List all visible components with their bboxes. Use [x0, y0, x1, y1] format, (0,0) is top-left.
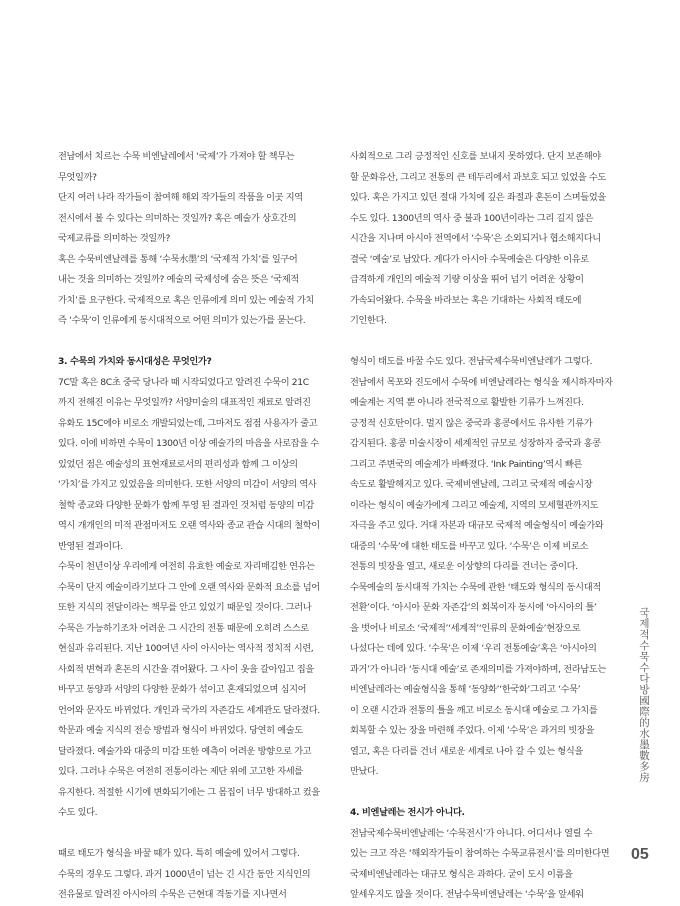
text-line: 수묵이 단지 예술이라기보다 그 안에 오랜 역사와 문화적 요소를 넘어	[58, 581, 320, 593]
text-line: 급격하게 개인의 예술적 기량 이상을 뛰어 넘기 어려운 상황이	[350, 274, 584, 285]
text-line: 만났다.	[350, 766, 379, 777]
text-line: 결국 ‘예술’로 남았다. 게다가 아시아 수묵예술은 다양한 이유로	[350, 253, 589, 265]
text-line: 사회적으로 그리 긍정적인 신호를 보내지 못하였다. 단지 보존해야	[350, 151, 601, 162]
text-line: 전시에서 볼 수 있다는 의미하는 것일까? 혹은 예술가 상호간의	[58, 212, 297, 224]
text-line: 과거’가 아니라 ‘동시대 예술’로 존재의미를 가져야하며, 전라남도는	[350, 663, 606, 675]
text-line: 있다. 이에 비하면 수묵이 1300년 이상 예술가의 마음을 사로잡을 수	[58, 438, 319, 449]
text-line: 수묵이 천년이상 우리에게 여전히 유효한 예술로 자리매김한 연유는	[58, 561, 315, 572]
text-line: 전환’이다. ‘아시아 문화 자존감’의 회복이자 동시에 ‘아시아의 틀’	[350, 602, 597, 613]
text-line: 수묵예술의 동시대적 가치는 수묵에 관한 ‘태도와 형식의 동시대적	[350, 581, 601, 593]
paragraph-gap	[58, 332, 348, 353]
text-line: 긍정적 신호탄이다. 멀지 않은 중국과 홍콩에서도 유사한 기류가	[350, 417, 593, 429]
text-line: 시간을 지나며 아시아 전역에서 ‘수묵’은 소외되거나 협소해지다니	[350, 233, 601, 244]
text-line: 즉 ‘수묵’이 인류에게 동시대적으로 어떤 의미가 있는가를 묻는다.	[58, 315, 306, 326]
text-line: 수묵의 경우도 그렇다. 과거 1000년이 넘는 긴 시간 동안 지식인의	[58, 868, 311, 880]
text-line: 전통의 빗장을 열고, 새로운 이상향의 다리를 건너는 중이다.	[350, 561, 578, 572]
text-line: 까지 전해진 이유는 무엇일까? 서양미술의 대표적인 재료로 알려진	[58, 397, 311, 408]
text-line: ‘가치’를 가지고 있었음을 의미한다. 또한 서양의 미감이 서양의 역사	[58, 479, 317, 490]
text-line: 기인한다.	[350, 315, 387, 326]
text-line: 형식이 태도를 바꿀 수도 있다. 전남국제수묵비엔날레가 그렇다.	[350, 356, 593, 367]
text-line: 수도 있다.	[58, 807, 98, 818]
text-line: 열고, 혹은 다리를 건너 새로운 세계로 나아 갈 수 있는 형식을	[350, 745, 583, 757]
text-line: 가속되어왔다. 수묵을 바라보는 혹은 기대하는 사회적 태도에	[350, 294, 582, 306]
vertical-section-title: 국제적수묵수다방國際的水墨數多房	[638, 607, 650, 783]
text-line: 그리고 주변국의 예술계가 바빠졌다. ‘Ink Painting’역시 빠른	[350, 458, 583, 470]
text-line: 회복할 수 있는 장을 마련해 주었다. 이제 ‘수묵’은 과거의 빗장을	[350, 725, 594, 736]
left-column	[58, 147, 348, 906]
text-line: 무엇일까?	[58, 171, 97, 183]
text-line: 비엔날레라는 예술형식을 통해 ‘동양화’‘한국화’그리고 ‘수묵’	[350, 684, 581, 695]
text-line: 이 오랜 시간과 전통의 틀을 깨고 비로소 동시대 예술로 그 가치를	[350, 704, 598, 716]
text-line: 반영된 결과이다.	[58, 540, 123, 552]
text-line: 학문과 예술 지식의 전승 방법과 형식이 바뀌었다. 당연히 예술도	[58, 725, 303, 736]
paragraph-gap	[350, 783, 640, 804]
text-line: 때로 태도가 형식을 바꿀 때가 있다. 특히 예술에 있어서 그렇다.	[58, 848, 300, 859]
right-column	[350, 147, 640, 906]
text-line: 있다. 그러나 수묵은 여전히 전통이라는 제단 위에 고고한 자세를	[58, 766, 303, 777]
section-4-heading: 4. 비엔날레는 전시가 아니다.	[350, 807, 465, 818]
text-line: 바꾸고 동양과 서양의 다양한 문화가 섞이고 혼재되었으며 심지어	[58, 684, 307, 695]
text-line: 단지 여러 나라 작가들이 참여해 해외 작가들의 작품을 이곳 지역	[58, 192, 303, 203]
text-line: 전남에서 목포와 진도에서 수묵에 비엔날레라는 형식을 제시하자마자	[350, 376, 613, 388]
page-number: 05	[631, 846, 649, 863]
text-line: 또한 지식의 전달이라는 책무를 안고 있었기 때문일 것이다. 그러나	[58, 602, 312, 613]
text-line: 이라는 형식이 예술가에게 그리고 예술계, 지역의 모세혈관까지도	[350, 499, 599, 511]
text-line: 나섰다는 데에 있다. ‘수묵’은 이제 ‘우리 전통예술’혹은 ‘아시아의	[350, 643, 597, 654]
text-line: 전남국제수묵비엔날레는 ‘수묵전시’가 아니다. 어디서나 열릴 수	[350, 827, 593, 839]
text-line: 수묵은 가능하기조차 어려운 그 시간의 전통 때문에 오히려 스스로	[58, 622, 309, 634]
text-line: 유화도 15C에야 비로소 개발되었는데, 그마저도 점점 사용자가 줄고	[58, 417, 318, 429]
text-line: 내는 것을 의미하는 것일까? 예술의 국제성에 숨은 뜻은 ‘국제적	[58, 274, 299, 285]
text-line: 있는 크고 작은 ‘해외작가들이 참여하는 수묵교류전시’를 의미한다면	[350, 848, 610, 859]
text-line: 있다. 혹은 가지고 있던 절대 가치에 깊은 좌절과 혼돈이 스며들었을	[350, 192, 606, 203]
paragraph-gap	[350, 332, 640, 353]
text-line: 을 벗어나 비로소 ‘국제적’‘세계적’‘인류의 문화예술’현장으로	[350, 622, 581, 634]
text-line: 예술계는 지역 뿐 아니라 전국적으로 활발한 기류가 느껴진다.	[350, 397, 584, 408]
text-line: 혹은 수묵비엔날레를 통해 ‘수묵水墨’의 ‘국제적 가치’를 일구어	[58, 253, 298, 265]
text-line: 속도로 활발해지고 있다. 국제비엔날레, 그리고 국제적 예술시장	[350, 479, 593, 490]
text-line: 수도 있다. 1300년의 역사 중 불과 100년이라는 그리 길지 않은	[350, 212, 594, 224]
text-line: 7C말 혹은 8C초 중국 당나라 때 시작되었다고 알려진 수묵이 21C	[58, 376, 309, 388]
text-line: 유지한다. 적절한 시기에 변화되기에는 그 몸집이 너무 방대하고 컸을	[58, 786, 320, 798]
text-line: 있었던 점은 예술성의 표현재료로서의 편리성과 함께 그 이상의	[58, 458, 298, 470]
section-3-heading: 3. 수묵의 가치와 동시대성은 무엇인가?	[58, 356, 212, 367]
text-line: 국제교류를 의미하는 것일까?	[58, 233, 170, 244]
text-line: 전남에서 치르는 수묵 비엔날레에서 ‘국제’가 가져야 할 책무는	[58, 151, 295, 162]
text-line: 할 문화유산, 그리고 전통의 큰 테두리에서 과보호 되고 있었을 수도	[350, 171, 606, 183]
text-line: 현실과 유리된다. 지난 100여년 사이 아시아는 역사적 정치적 시련,	[58, 643, 314, 654]
text-line: 사회적 변혁과 혼돈의 시간을 겪어왔다. 그 사이 옷을 갈아입고 집을	[58, 663, 314, 675]
text-line: 언어와 문자도 바뀌었다. 개인과 국가의 자존감도 세계관도 달라졌다.	[58, 704, 320, 716]
text-line: 자극을 주고 있다. 거대 자본과 대규모 국제적 예술형식이 예술가와	[350, 520, 604, 531]
text-line: 달라졌다. 예술가와 대중의 미감 또한 예측이 어려운 방향으로 가고	[58, 745, 312, 757]
text-line: 앞세우지도 않을 것이다. 전남수묵비엔날레는 ‘수묵’을 앞세워	[350, 889, 584, 900]
text-line: 국제비엔날레라는 대규모 형식은 과하다. 굳이 도시 이름을	[350, 868, 573, 880]
paragraph-gap	[58, 824, 348, 845]
text-line: 대중의 ‘수묵’에 대한 태도를 바꾸고 있다. ‘수묵’은 이제 비로소	[350, 540, 589, 552]
text-line: 감지된다. 홍콩 미술시장이 세계적인 규모로 성장하자 중국과 홍콩	[350, 438, 601, 449]
text-line: 전유물로 알려진 아시아의 수묵은 근현대 격동기를 지나면서	[58, 889, 287, 900]
text-line: 철학 종교와 다양한 문화가 함께 투영 된 결과인 것처럼 동양의 미감	[58, 499, 314, 511]
text-line: 역시 개개인의 미적 관점마저도 오랜 역사와 종교 관습 시대의 철학이	[58, 520, 320, 531]
text-line: 가치’를 요구한다. 국제적으로 혹은 인류에게 의미 있는 예술적 가치	[58, 294, 314, 306]
